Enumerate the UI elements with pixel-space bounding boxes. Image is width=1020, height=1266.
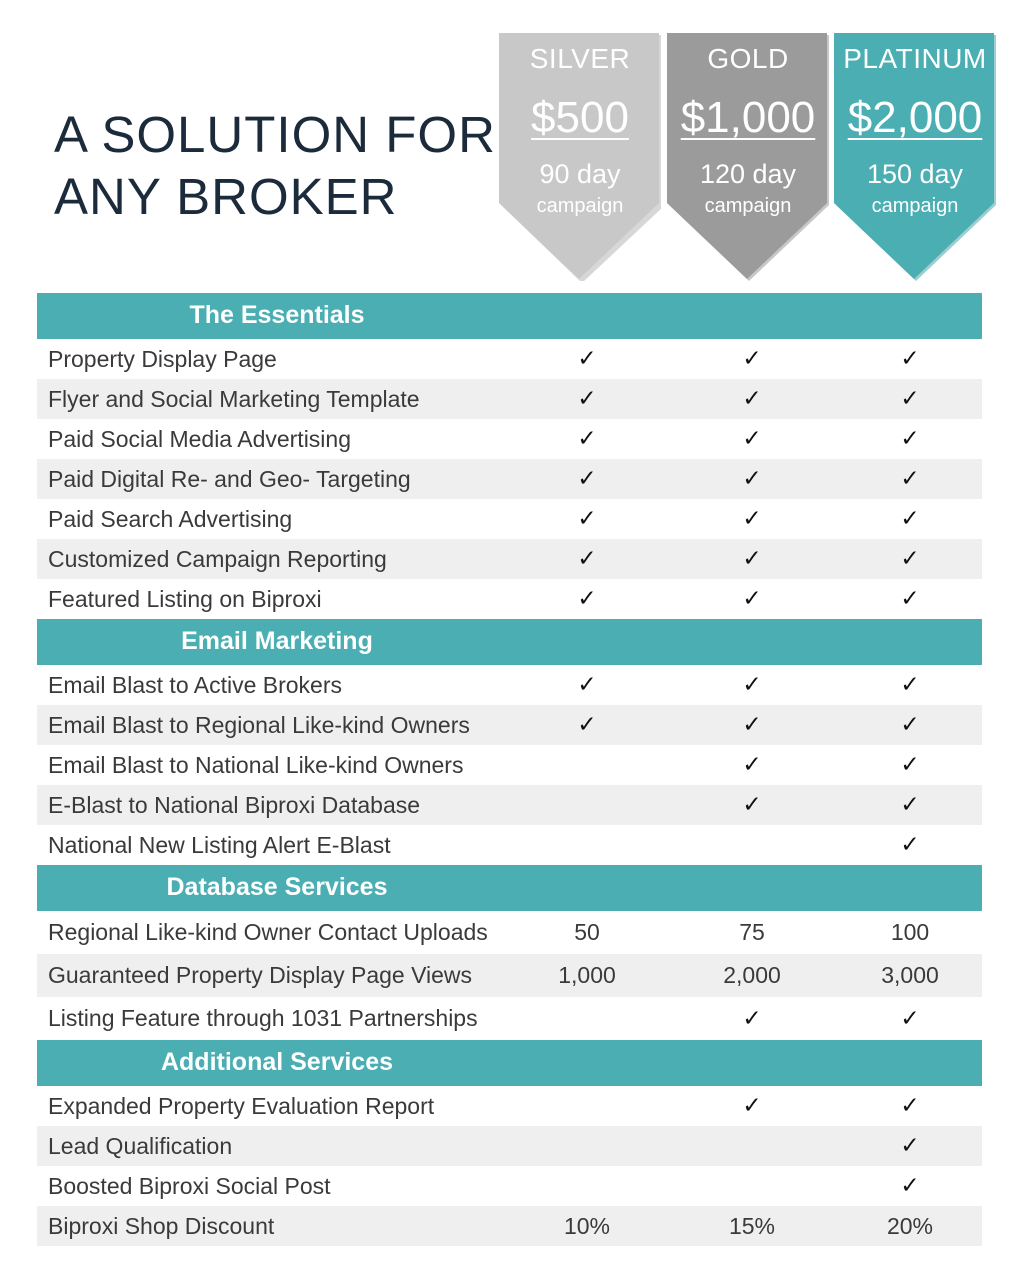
- tier-platinum-name: PLATINUM: [843, 43, 987, 74]
- row-label: Customized Campaign Reporting: [48, 545, 387, 572]
- row-label: Property Display Page: [48, 345, 277, 372]
- table-row: [37, 1126, 982, 1166]
- silver-cell: ✓: [577, 546, 597, 572]
- silver-cell: ✓: [577, 506, 597, 532]
- tier-silver-days: 90 day: [539, 159, 621, 189]
- platinum-cell: ✓: [900, 832, 920, 858]
- row-label: Boosted Biproxi Social Post: [48, 1172, 331, 1199]
- tier-gold-price: $1,000: [680, 93, 816, 142]
- table-row: [37, 499, 982, 539]
- gold-cell: ✓: [742, 586, 762, 612]
- section-header-additional-services: [37, 1040, 982, 1086]
- row-label: Featured Listing on Biproxi: [48, 585, 322, 612]
- row-label: Guaranteed Property Display Page Views: [48, 962, 473, 988]
- table-row: [37, 339, 982, 379]
- gold-cell: ✓: [742, 792, 762, 818]
- silver-cell: ✓: [577, 386, 597, 412]
- row-label: Listing Feature through 1031 Partnerships: [48, 1005, 478, 1031]
- gold-cell: ✓: [742, 546, 762, 572]
- silver-cell: ✓: [577, 672, 597, 698]
- silver-cell: [527, 825, 647, 865]
- section-header-email-marketing: [37, 619, 982, 665]
- platinum-cell: ✓: [900, 586, 920, 612]
- comparison-table: [37, 293, 982, 1246]
- silver-cell: 10%: [563, 1212, 611, 1239]
- silver-cell: [527, 1166, 647, 1206]
- table-row: [37, 459, 982, 499]
- row-label: Paid Social Media Advertising: [48, 425, 351, 452]
- platinum-cell: ✓: [900, 386, 920, 412]
- table-row: [37, 745, 982, 785]
- gold-cell: ✓: [742, 386, 762, 412]
- gold-cell: ✓: [742, 712, 762, 738]
- row-label: Regional Like-kind Owner Contact Uploads: [48, 919, 488, 945]
- row-label: Email Blast to National Like-kind Owners: [48, 751, 464, 778]
- tier-platinum-price: $2,000: [847, 93, 983, 142]
- gold-cell: ✓: [742, 1005, 762, 1032]
- silver-cell: [527, 1126, 647, 1166]
- table-row: [37, 379, 982, 419]
- gold-cell: 2,000: [723, 962, 781, 988]
- tier-silver-campaign: campaign: [536, 195, 624, 217]
- silver-cell: [527, 745, 647, 785]
- gold-cell: 75: [739, 919, 765, 945]
- gold-cell: ✓: [742, 752, 762, 778]
- row-label: Email Blast to Active Brokers: [48, 671, 342, 698]
- silver-cell: ✓: [577, 466, 597, 492]
- gold-cell: ✓: [742, 466, 762, 492]
- tier-gold-campaign: campaign: [704, 195, 792, 217]
- gold-cell: ✓: [742, 506, 762, 532]
- silver-cell: [527, 997, 647, 1040]
- tier-silver: [499, 33, 661, 281]
- platinum-cell: ✓: [900, 1173, 920, 1199]
- platinum-cell: 20%: [886, 1212, 934, 1239]
- tier-silver-price: $500: [531, 93, 629, 142]
- table-row: [37, 1206, 982, 1246]
- silver-cell: ✓: [577, 426, 597, 452]
- row-label: Biproxi Shop Discount: [48, 1212, 275, 1239]
- silver-cell: ✓: [577, 586, 597, 612]
- row-label: Paid Search Advertising: [48, 505, 293, 532]
- row-label: Expanded Property Evaluation Report: [48, 1092, 435, 1119]
- platinum-cell: ✓: [900, 672, 920, 698]
- silver-cell: ✓: [577, 346, 597, 372]
- row-label: Email Blast to Regional Like-kind Owners: [48, 711, 470, 738]
- table-row: [37, 705, 982, 745]
- silver-cell: 1,000: [558, 962, 616, 988]
- platinum-cell: ✓: [900, 1093, 920, 1119]
- tier-platinum-days: 150 day: [866, 159, 964, 189]
- platinum-cell: ✓: [900, 1133, 920, 1159]
- section-header-database-services: [37, 865, 982, 911]
- silver-cell: [527, 785, 647, 825]
- table-row: [37, 785, 982, 825]
- tier-silver-name: SILVER: [529, 43, 631, 74]
- table-row: [37, 539, 982, 579]
- table-row: [37, 665, 982, 705]
- platinum-cell: ✓: [900, 426, 920, 452]
- section-title: Database Services: [166, 873, 388, 901]
- title-line-1: A SOLUTION FOR: [54, 106, 496, 163]
- silver-cell: [527, 1086, 647, 1126]
- gold-cell: [692, 825, 812, 865]
- table-row: [37, 954, 982, 997]
- platinum-cell: ✓: [900, 712, 920, 738]
- tier-gold: [667, 33, 829, 281]
- table-row: [37, 419, 982, 459]
- platinum-cell: ✓: [900, 506, 920, 532]
- tier-platinum-campaign: campaign: [871, 195, 959, 217]
- platinum-cell: ✓: [900, 466, 920, 492]
- section-header-essentials: [37, 293, 982, 339]
- section-title: The Essentials: [189, 301, 365, 329]
- platinum-cell: ✓: [900, 792, 920, 818]
- platinum-cell: ✓: [900, 346, 920, 372]
- table-row: [37, 1166, 982, 1206]
- table-row: [37, 1086, 982, 1126]
- row-label: Lead Qualification: [48, 1132, 233, 1159]
- section-title: Email Marketing: [181, 627, 373, 655]
- section-title: Additional Services: [160, 1048, 394, 1076]
- tier-gold-days: 120 day: [699, 159, 797, 189]
- gold-cell: ✓: [742, 1093, 762, 1119]
- tier-platinum: [834, 33, 996, 281]
- gold-cell: ✓: [742, 346, 762, 372]
- gold-cell: 15%: [728, 1212, 776, 1239]
- table-row: [37, 997, 982, 1040]
- gold-cell: [692, 1126, 812, 1166]
- platinum-cell: ✓: [900, 1005, 920, 1032]
- row-label: E-Blast to National Biproxi Database: [48, 791, 421, 818]
- page-title: [54, 104, 496, 228]
- gold-cell: ✓: [742, 426, 762, 452]
- table-row: [37, 911, 982, 954]
- row-label: Paid Digital Re- and Geo- Targeting: [48, 465, 411, 492]
- row-label: National New Listing Alert E-Blast: [48, 831, 391, 858]
- platinum-cell: 3,000: [881, 962, 939, 988]
- tier-gold-name: GOLD: [707, 43, 789, 74]
- gold-cell: [692, 1166, 812, 1206]
- gold-cell: ✓: [742, 672, 762, 698]
- platinum-cell: ✓: [900, 752, 920, 778]
- platinum-cell: ✓: [900, 546, 920, 572]
- silver-cell: ✓: [577, 712, 597, 738]
- platinum-cell: 100: [890, 919, 930, 945]
- title-line-2: ANY BROKER: [54, 168, 398, 225]
- row-label: Flyer and Social Marketing Template: [48, 385, 420, 412]
- table-row: [37, 579, 982, 619]
- silver-cell: 50: [574, 919, 600, 945]
- table-row: [37, 825, 982, 865]
